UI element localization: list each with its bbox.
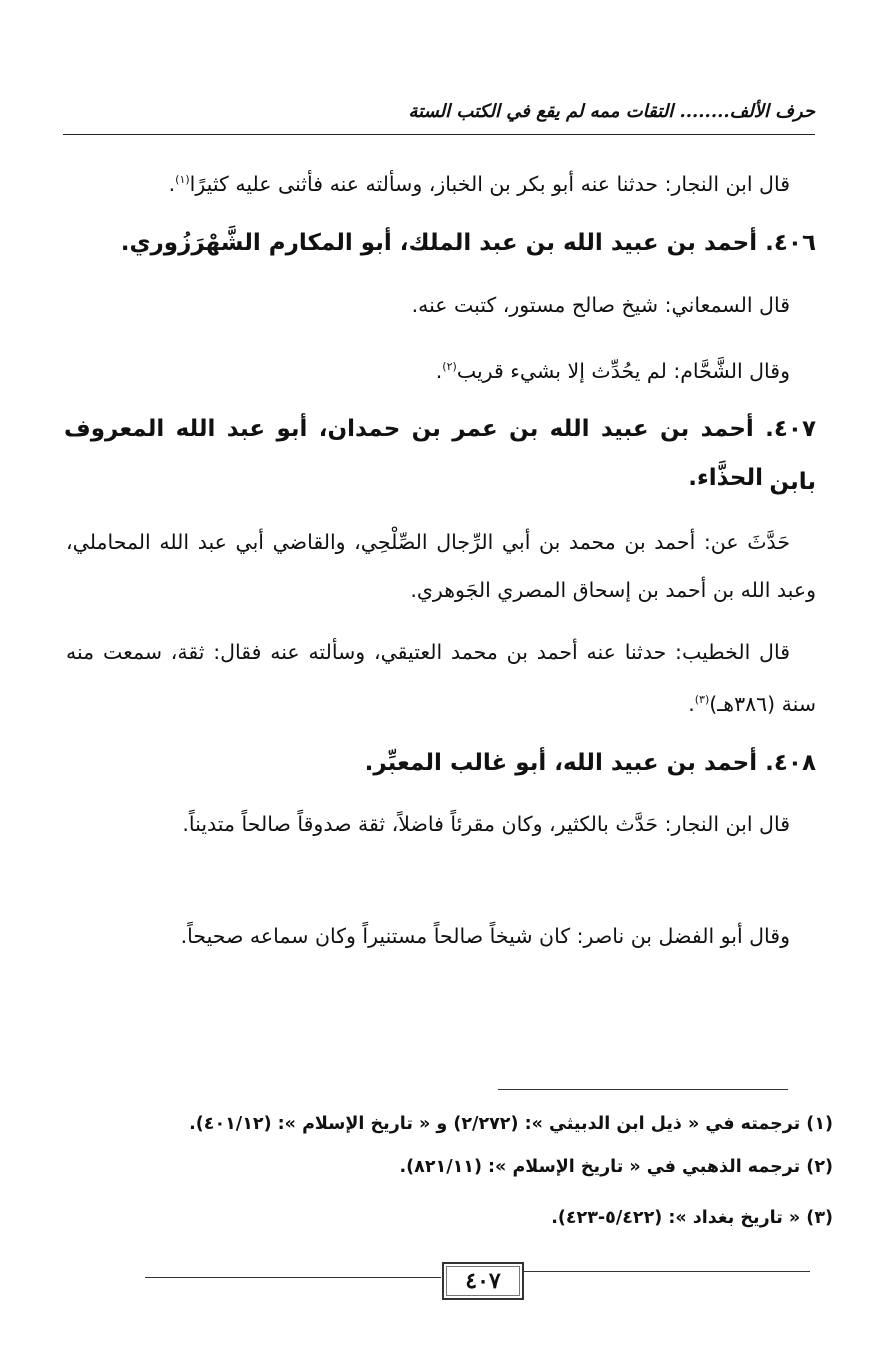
header-book-title: التقات ممه لم يقع في الكتب الستة: [408, 101, 674, 122]
bottom-rule-left: [145, 1277, 441, 1278]
entry-408-heading: ٤٠٨. أحمد بن عبيد الله، أبو غالب المعبِّر.: [364, 750, 816, 776]
paragraph-ibn-najjar-2: قال ابن النجار: حَدَّث بالكثير، وكان مقرئاً فاضلاً، ثقة صدوقاً صالحاً متديناً.: [182, 812, 790, 836]
footnote-separator: [498, 1089, 788, 1090]
paragraph-haddath-an: حَدَّثَ عن: أحمد بن محمد بن أبي الرِّجال الصِّلْحِي، والقاضي أبي عبد الله المحاملي، وعبد الله بن أحمد بن إسحاق المصري الجَوهري.: [66, 530, 816, 602]
paragraph-samani: قال السمعاني: شيخ صالح مستور، كتبت عنه.: [411, 293, 790, 317]
paragraph-text: قال ابن النجار: حدثنا عنه أبو بكر بن الخباز، وسألته عنه فأثنى عليه كثيرًا: [189, 171, 790, 196]
footnote-3: (٣) « تاريخ بغداد »: (٥/٤٢٢-٤٢٣).: [551, 1208, 833, 1228]
entry-407-heading-line1: ٤٠٧. أحمد بن عبيد الله بن عمر بن حمدان، أبو عبد الله المعروف بابن: [64, 416, 816, 495]
footnote-1: (١) ترجمته في « ذيل ابن الدبيثي »: (٢/٢٧٢) و « تاريخ الإسلام »: (٤٠١/١٢).: [189, 1114, 833, 1134]
footnote-marker: (٣): [694, 693, 710, 706]
footnote-marker: (٢): [442, 360, 457, 373]
entry-406-heading: ٤٠٦. أحمد بن عبيد الله بن عبد الملك، أبو المكارم الشَّهْرَزُوري.: [120, 230, 816, 256]
header-rule: [63, 134, 815, 135]
header-dots: ........: [679, 101, 730, 122]
header-text: [409, 101, 815, 122]
running-header: [63, 101, 815, 135]
paragraph-end: .: [435, 358, 443, 383]
paragraph-khatib: [66, 628, 816, 728]
entry-407-heading-line2: الحذَّاء.: [688, 465, 763, 491]
paragraph-ibn-nasir: وقال أبو الفضل بن ناصر: كان شيخاً صالحاً مستنيراً وكان سماعه صحيحاً.: [180, 924, 790, 948]
page-number: ٤٠٧: [442, 1262, 524, 1300]
bottom-rule-right: [522, 1271, 810, 1272]
footnote-2: (٢) ترجمه الذهبي في « تاريخ الإسلام »: (٨٢١/١١).: [399, 1157, 833, 1177]
paragraph-shahham: [66, 343, 816, 395]
paragraph-text: وقال الشَّحَّام: لم يحُدِّث إلا بشيء قريب: [456, 358, 790, 383]
paragraph-text: قال الخطيب: حدثنا عنه أحمد بن محمد العتيقي، وسألته عنه فقال: ثقة، سمعت منه سنة (٣٨٦هـ): [66, 640, 816, 716]
paragraph-ibn-najjar-1: قال ابن النجار: حدثنا عنه أبو بكر بن الخباز، وسألته عنه فأثنى عليه كثيرًا$^{(١)}$.: [168, 171, 790, 196]
header-section: حرف الألف: [729, 101, 815, 122]
footnote-marker: (١): [175, 173, 190, 186]
paragraph-end: .: [688, 691, 695, 716]
